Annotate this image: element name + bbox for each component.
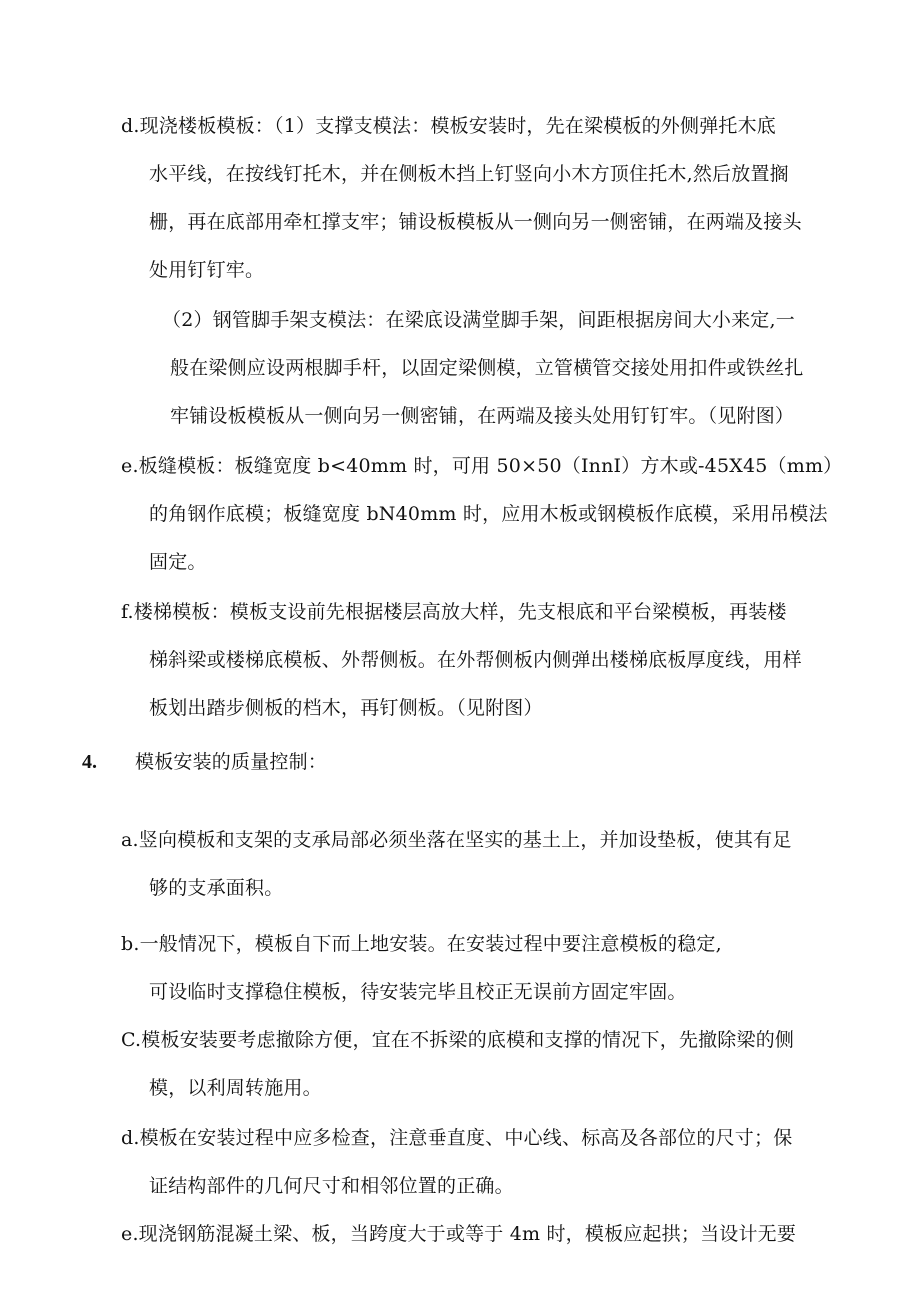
text-line: 梯斜梁或楼梯底模板、外帮侧板。在外帮侧板内侧弹出楼梯底板厚度线，用样 — [149, 649, 802, 671]
text-line: （2）钢管脚手架支模法：在梁底设满堂脚手架，间距根据房间大小来定,一 — [162, 309, 795, 331]
text-line: 的角钢作底模；板缝宽度 bN40mm 时，应用木板或钢模板作底模，采用吊模法 — [149, 503, 828, 525]
text-line: 可设临时支撑稳住模板，待安装完毕且校正无误前方固定牢固。 — [149, 981, 687, 1003]
text-line: e.板缝模板：板缝宽度 b<40mm 时，可用 50×50（InnI）方木或-45X45（mm） — [121, 455, 843, 477]
text-line: f.楼梯模板：模板支设前先根据楼层高放大样，先支根底和平台梁模板，再装楼 — [121, 601, 787, 623]
text-line: 般在梁侧应设两根脚手杆，以固定梁侧模，立管横管交接处用扣件或铁丝扎 — [170, 357, 804, 379]
text-line: 板划出踏步侧板的档木，再钉侧板。（见附图） — [149, 697, 543, 719]
text-line: 水平线，在按线钉托木，并在侧板木挡上钉竖向小木方顶住托木,然后放置搁 — [149, 163, 789, 185]
text-line: d.模板在安装过程中应多检查，注意垂直度、中心线、标高及各部位的尺寸；保 — [121, 1127, 793, 1149]
section-number: 4. — [82, 751, 97, 773]
text-line: d.现浇楼板模板：（1）支撑支模法：模板安装时，先在梁模板的外侧弹托木底 — [121, 115, 776, 137]
text-line: 栅，再在底部用牵杠撑支牢；铺设板模板从一侧向另一侧密铺，在两端及接头 — [149, 211, 802, 233]
section-title: 模板安装的质量控制： — [135, 751, 328, 773]
text-line: C.模板安装要考虑撤除方便，宜在不拆梁的底模和支撑的情况下，先撤除梁的侧 — [121, 1029, 795, 1051]
text-line: e.现浇钢筋混凝土梁、板，当跨度大于或等于 4m 时，模板应起拱；当设计无要 — [121, 1223, 797, 1245]
text-line: a.竖向模板和支架的支承局部必须坐落在坚实的基土上，并加设垫板，使其有足 — [121, 829, 792, 851]
text-line: 固定。 — [149, 551, 207, 573]
text-line: b.一般情况下，模板自下而上地安装。在安装过程中要注意模板的稳定, — [121, 933, 722, 955]
text-line: 够的支承面积。 — [149, 877, 284, 899]
text-line: 处用钉钉牢。 — [149, 259, 265, 281]
text-line: 牢铺设板模板从一侧向另一侧密铺，在两端及接头处用钉钉牢。（见附图） — [170, 405, 795, 427]
text-line: 证结构部件的几何尺寸和相邻位置的正确。 — [149, 1175, 514, 1197]
text-line: 模，以利周转施用。 — [149, 1077, 322, 1099]
